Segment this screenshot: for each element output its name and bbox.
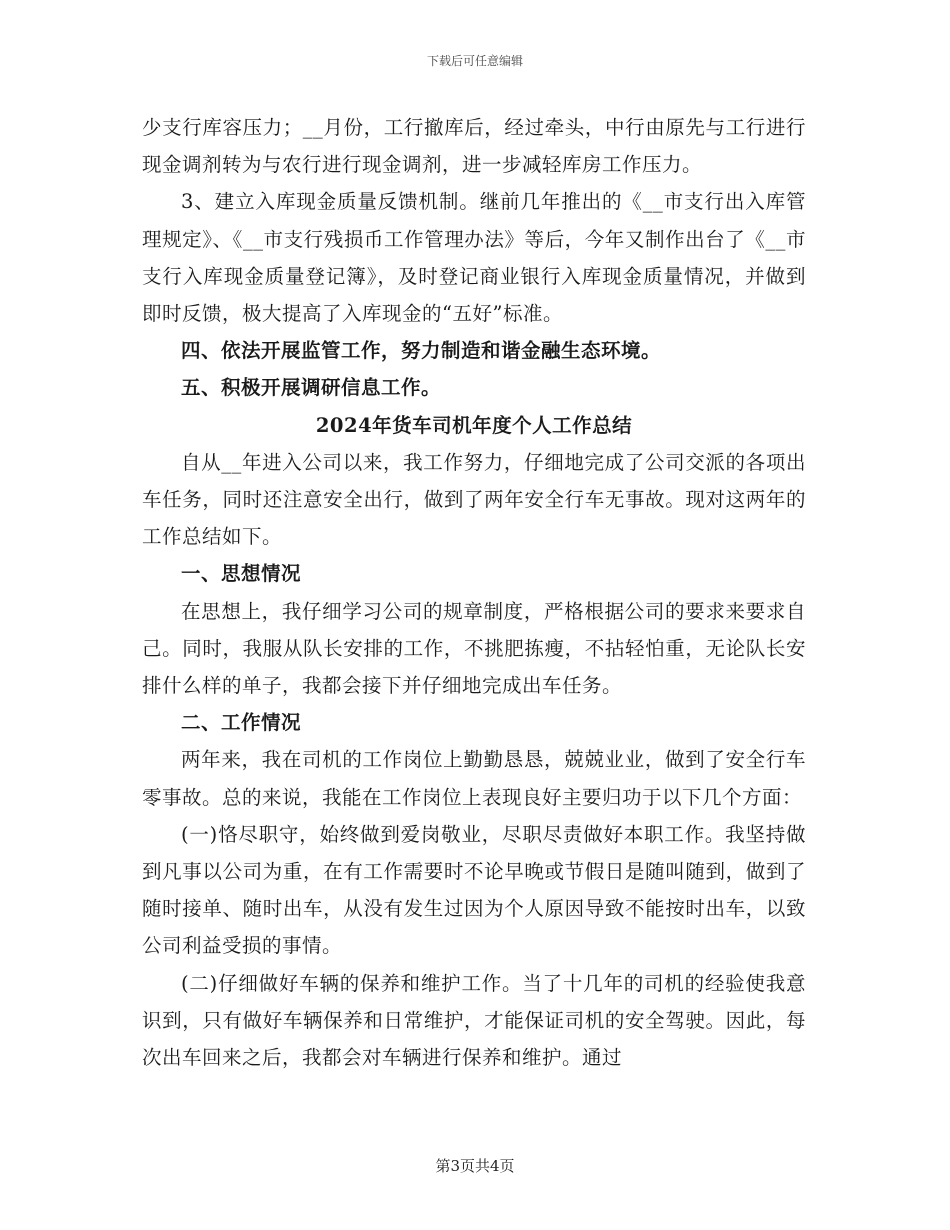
paragraph-item-3: 3、建立入库现金质量反馈机制。继前几年推出的《__市支行出入库管理规定》、《__市支行残损币工作管理办法》等后，今年又制作出台了《__市支行入库现金质量登记簿》，及时登记商业银行入库现金质量情况，并做到即时反馈，极大提高了入库现金的“五好”标准。 — [142, 190, 806, 326]
section-heading-thoughts: 一、思想情况 — [181, 562, 302, 586]
section-heading-4: 四、依法开展监管工作，努力制造和谐金融生态环境。 — [181, 339, 662, 363]
document-title: 2024年货车司机年度个人工作总结 — [315, 413, 633, 437]
paragraph-intro: 自从__年进入公司以来，我工作努力，仔细地完成了公司交派的各项出车任务，同时还注意安全出行，做到了两年安全行车无事故。现对这两年的工作总结如下。 — [142, 450, 806, 549]
paragraph-work-summary: 两年来，我在司机的工作岗位上勤勤恳恳，兢兢业业，做到了安全行车零事故。总的来说，我能在工作岗位上表现良好主要归功于以下几个方面： — [142, 748, 806, 809]
paragraph-continuation: 少支行库容压力；__月份，工行撤库后，经过牵头，中行由原先与工行进行现金调剂转为与农行进行现金调剂，进一步减轻库房工作压力。 — [142, 116, 806, 177]
page-number: 第3页共4页 — [435, 1157, 515, 1175]
paragraph-work-point-2: (二)仔细做好车辆的保养和维护工作。当了十几年的司机的经验使我意识到，只有做好车辆保养和日常维护，才能保证司机的安全驾驶。因此，每次出车回来之后，我都会对车辆进行保养和维护。通过 — [142, 971, 806, 1070]
document-body — [142, 109, 806, 1076]
page-header-note: 下载后可任意编辑 — [426, 54, 523, 68]
section-heading-work: 二、工作情况 — [181, 711, 302, 735]
paragraph-thoughts: 在思想上，我仔细学习公司的规章制度，严格根据公司的要求来要求自己。同时，我服从队长安排的工作，不挑肥拣瘦，不拈轻怕重，无论队长安排什么样的单子，我都会接下并仔细地完成出车任务。 — [142, 599, 806, 698]
paragraph-work-point-1: (一)恪尽职守，始终做到爱岗敬业，尽职尽责做好本职工作。我坚持做到凡事以公司为重，在有工作需要时不论早晚或节假日是随叫随到，做到了随时接单、随时出车，从没有发生过因为个人原因导致不能按时出车，以致公司利益受损的事情。 — [142, 822, 806, 958]
section-heading-5: 五、积极开展调研信息工作。 — [181, 376, 442, 400]
